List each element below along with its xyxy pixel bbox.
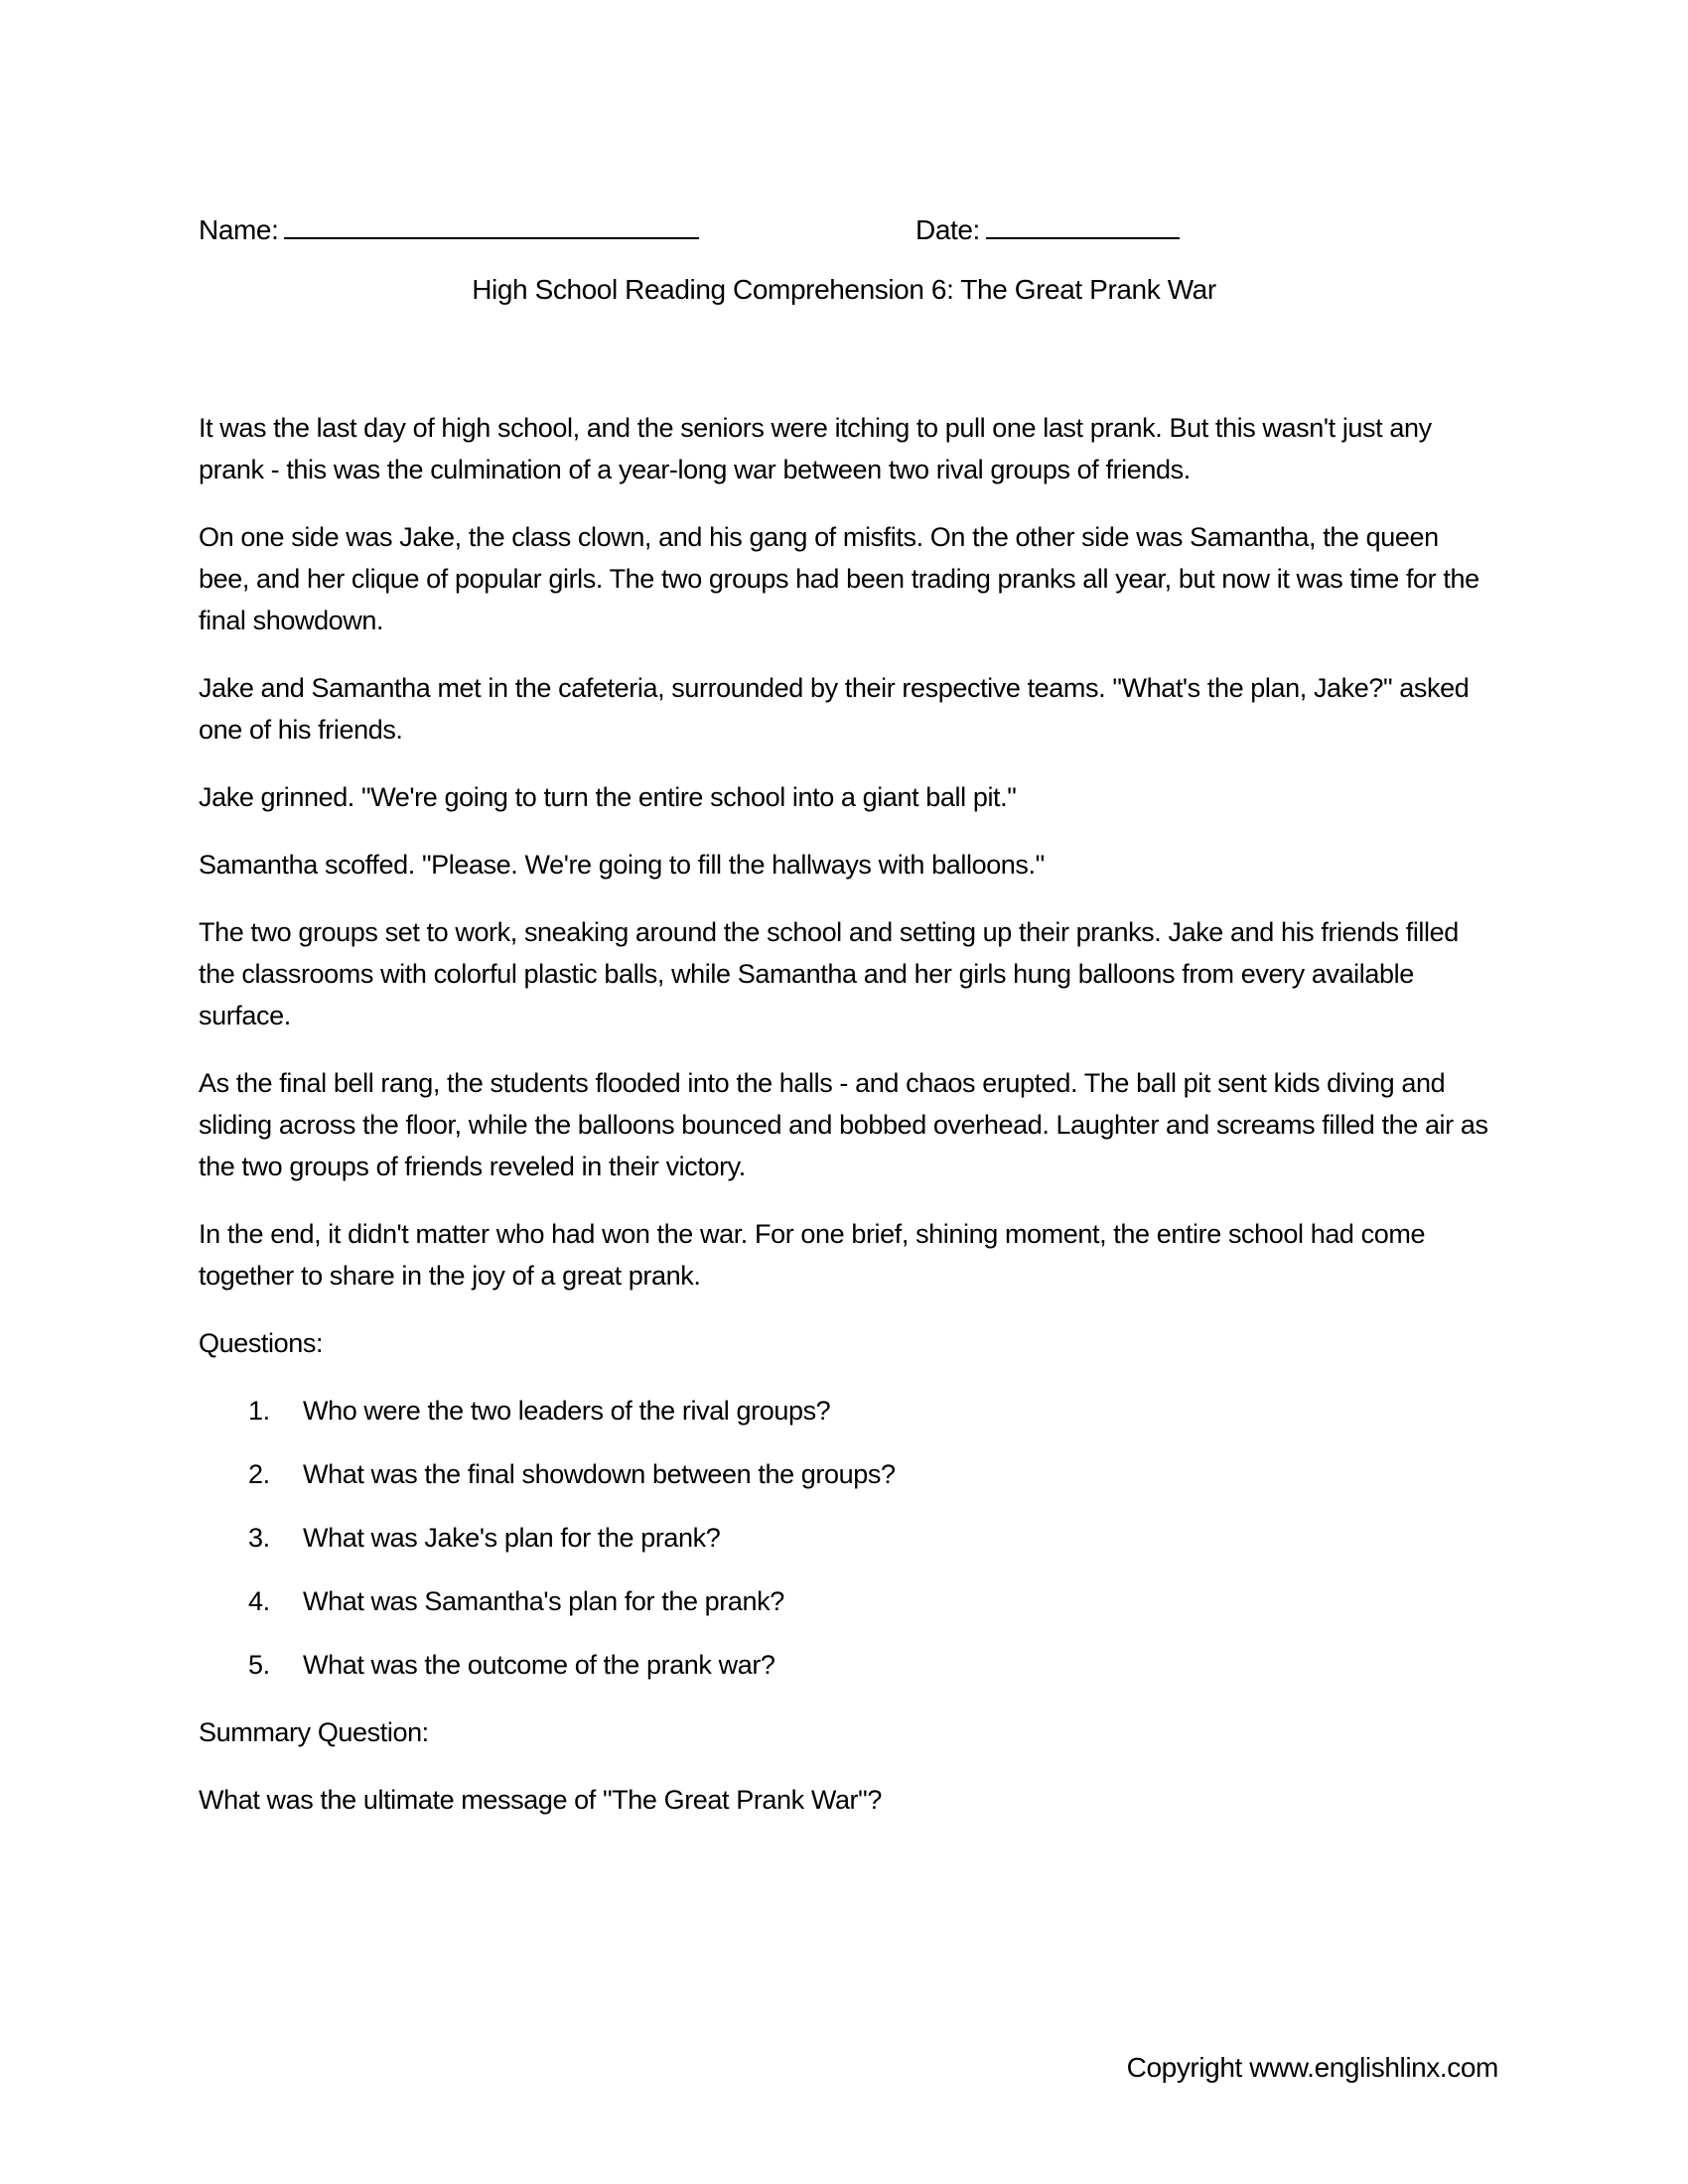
question-text: What was the final showdown between the groups? [303, 1459, 896, 1489]
question-item [199, 1580, 1489, 1622]
story-paragraph: Jake and Samantha met in the cafeteria, surrounded by their respective teams. "What's the plan, Jake?" asked one of his friends. [199, 673, 1470, 745]
story-paragraph: Samantha scoffed. "Please. We're going to fill the hallways with balloons." [199, 850, 1045, 880]
name-blank-line [284, 204, 699, 239]
question-number: 3. [248, 1523, 270, 1553]
story-paragraph: As the final bell rang, the students flooded into the halls - and chaos erupted. The ball pit sent kids diving and sliding across the floor, while the balloons bounced and bobbed overhead. Laughter and screams filled the air as the two groups of friends reveled in their victory. [199, 1068, 1488, 1181]
header-row [199, 204, 1489, 245]
question-item [199, 1517, 1489, 1559]
story-paragraph: It was the last day of high school, and the seniors were itching to pull one last prank. But this wasn't just any prank - this was the culmination of a year-long war between two rival groups of friends. [199, 413, 1432, 484]
question-item [199, 1453, 1489, 1495]
story-paragraph: The two groups set to work, sneaking around the school and setting up their pranks. Jake and his friends filled the classrooms with colorful plastic balls, while Samantha and her girls hung balloons from every available surface. [199, 917, 1459, 1030]
date-label: Date: [915, 214, 980, 245]
question-number: 5. [248, 1650, 270, 1680]
story-paragraph: Jake grinned. "We're going to turn the entire school into a giant ball pit." [199, 782, 1017, 812]
question-text: What was the outcome of the prank war? [303, 1650, 775, 1680]
name-field-group [199, 204, 699, 251]
question-text: What was Samantha's plan for the prank? [303, 1586, 784, 1616]
question-list [199, 1390, 1489, 1686]
question-number: 1. [248, 1396, 270, 1426]
story-paragraph: On one side was Jake, the class clown, and his gang of misfits. On the other side was Samantha, the queen bee, and her clique of popular girls. The two groups had been trading pranks all year, but now it was time for the final showdown. [199, 522, 1479, 635]
date-blank-line [986, 204, 1180, 239]
question-item [199, 1644, 1489, 1686]
page-title: High School Reading Comprehension 6: The Great Prank War [472, 274, 1216, 305]
question-number: 4. [248, 1586, 270, 1616]
summary-heading: Summary Question: [199, 1717, 429, 1747]
question-text: Who were the two leaders of the rival groups? [303, 1396, 831, 1426]
copyright-text: Copyright www.englishlinx.com [1126, 2052, 1498, 2083]
questions-heading: Questions: [199, 1328, 324, 1358]
question-number: 2. [248, 1459, 270, 1489]
question-text: What was Jake's plan for the prank? [303, 1523, 721, 1553]
summary-question: What was the ultimate message of "The Great Prank War"? [199, 1785, 882, 1815]
worksheet-content [199, 204, 1489, 1846]
name-label: Name: [199, 214, 279, 245]
story-paragraph: In the end, it didn't matter who had won the war. For one brief, shining moment, the entire school had come together to share in the joy of a great prank. [199, 1219, 1426, 1291]
date-field-group [915, 204, 1180, 251]
question-item [199, 1390, 1489, 1432]
